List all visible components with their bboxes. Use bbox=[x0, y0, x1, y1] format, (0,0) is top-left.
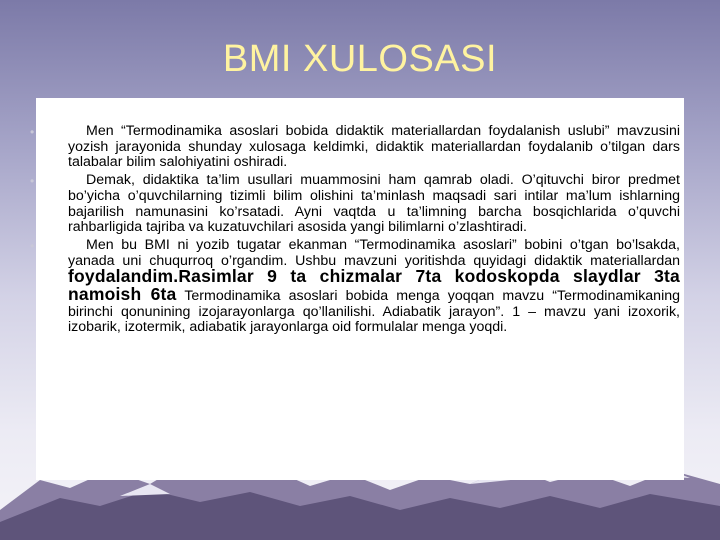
bullet-text-3 bbox=[68, 238, 680, 336]
bullet-icon: • bbox=[30, 125, 35, 139]
bullet-text-2: Demak, didaktika ta’lim usullari muammosini ham qamrab oladi. O’qituvchi biror predmet bo’yicha o’quvchilarning tizimli bilim olishini ta’minlash maqsadi sari intilar ma’lum ishlarning bajarilish namunasini ko’rsatadi. Ayni vaqtda u ta’limning barcha bosqichlarida o’quvchi rahbarligida tajriba va kuzatuvchilari asosida yangi bilimlarni o’zlashtiradi. bbox=[68, 172, 680, 236]
bullet-text-1: Men “Termodinamika asoslari bobida didaktik materiallardan foydalanish uslubi” mavzusini yozish jarayonida shunday xulosaga keldimki, didaktik materiallardan foydalanib o’tilgan dars talabalar bilim salohiyatini oshiradi. bbox=[68, 123, 680, 171]
bullet-icon: • bbox=[30, 238, 35, 253]
list-item bbox=[30, 173, 680, 236]
list-item bbox=[30, 124, 680, 171]
bullet-text-3-part2: Termodinamika asoslari bobida menga yoqqan mavzu “Termodinamikaning birinchi qonunining izojarayonlarga qo’llanilishi. Adiabatik jarayon”. 1 – mavzu yani izoxorik, izobarik, izotermik, adiabatik jarayonlarga oid formulalar menga yoqdi. bbox=[68, 288, 681, 336]
bullet-text-3-part1: Men bu BMI ni yozib tugatar ekanman “Termodinamika asoslari” bobini o’tgan bo’lsakda, yanada uni chuqurroq o’rgandim. Ushbu mavzuni yoritishda quyidagi didaktik materiallardan bbox=[68, 236, 680, 269]
bullet-text-3-emphasis: foydalandim.Rasimlar 9 ta chizmalar 7ta kodoskopda slaydlar 3ta namoish 6ta bbox=[68, 266, 680, 305]
slide-title: BMI XULOSASI bbox=[222, 38, 498, 80]
list-item bbox=[30, 238, 680, 336]
bullet-list bbox=[30, 124, 680, 336]
bullet-icon: • bbox=[30, 174, 35, 189]
